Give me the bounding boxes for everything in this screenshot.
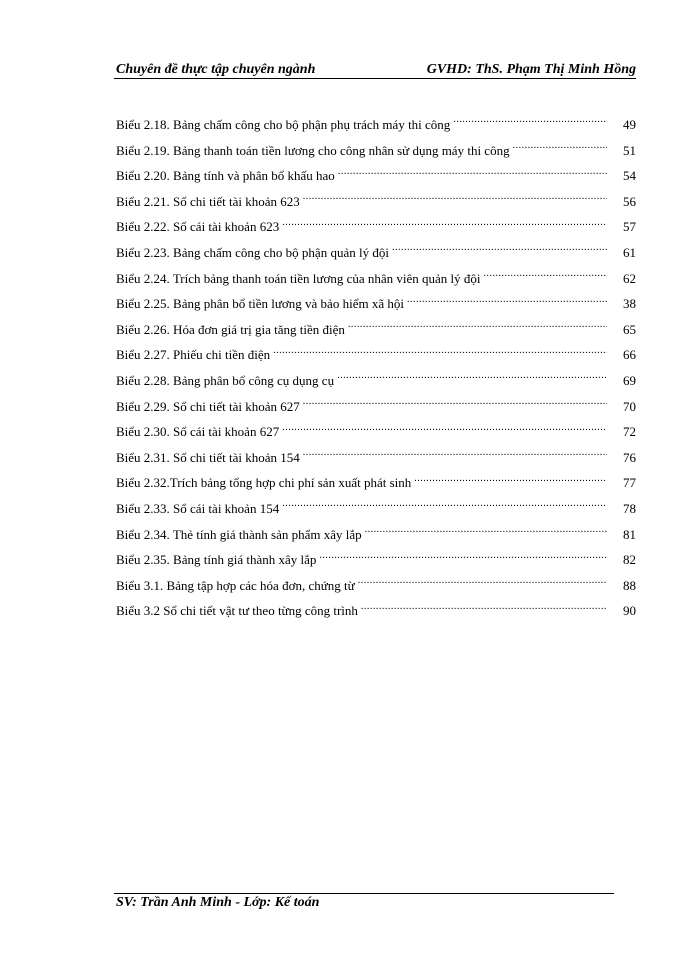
toc-entry[interactable] (116, 112, 636, 138)
toc-entry[interactable] (116, 470, 636, 496)
toc-leader-dots (273, 345, 607, 359)
toc-entry-label: Biểu 2.21. Sổ chi tiết tài khoản 623 (116, 193, 300, 209)
toc-leader-dots (365, 525, 607, 539)
toc-leader-dots (484, 269, 607, 283)
toc-leader-dots (414, 473, 607, 487)
toc-leader-dots (407, 294, 607, 308)
toc-entry[interactable] (116, 266, 636, 292)
toc-entry-label: Biểu 3.1. Bảng tập hợp các hóa đơn, chứng từ (116, 577, 355, 593)
toc-entry[interactable] (116, 214, 636, 240)
toc-leader-dots (337, 371, 607, 385)
toc-entry[interactable] (116, 189, 636, 215)
toc-entry-label: Biểu 2.20. Bảng tính và phân bổ khấu hao (116, 168, 335, 184)
toc-leader-dots (303, 192, 607, 206)
page-footer: SV: Trần Anh Minh - Lớp: Kế toán (116, 895, 320, 910)
toc-entry-page: 62 (623, 270, 636, 286)
toc-entry-page: 78 (623, 500, 636, 516)
toc-entry-label: Biểu 2.25. Bảng phân bổ tiền lương và bảo hiểm xã hội (116, 296, 404, 312)
toc-entry-label: Biểu 2.31. Sổ chi tiết tài khoản 154 (116, 449, 300, 465)
toc-entry-page: 61 (623, 244, 636, 260)
toc-entry[interactable] (116, 163, 636, 189)
toc-leader-dots (282, 499, 607, 513)
toc-entry-label: Biểu 2.26. Hóa đơn giá trị gia tăng tiền điện (116, 321, 345, 337)
toc-leader-dots (348, 320, 607, 334)
toc-entry[interactable] (116, 496, 636, 522)
toc-leader-dots (319, 550, 607, 564)
toc-entry-page: 57 (623, 219, 636, 235)
toc-leader-dots (338, 166, 607, 180)
toc-entry-label: Biểu 2.33. Sổ cái tài khoản 154 (116, 500, 280, 516)
toc-entry-label: Biểu 2.19. Bảng thanh toán tiền lương cho công nhân sử dụng máy thi công (116, 142, 510, 158)
toc-entry-label: Biểu 2.35. Bảng tính giá thành xây lắp (116, 552, 317, 568)
toc-entry[interactable] (116, 291, 636, 317)
toc-leader-dots (392, 243, 607, 257)
toc-entry-page: 72 (623, 424, 636, 440)
toc-entry[interactable] (116, 522, 636, 548)
toc-entry-label: Biểu 2.27. Phiếu chi tiền điện (116, 347, 271, 363)
toc-leader-dots (453, 115, 607, 129)
toc-entry-label: Biểu 3.2 Sổ chi tiết vật tư theo từng công trình (116, 603, 358, 619)
toc-entry-page: 38 (623, 296, 636, 312)
toc-entry-page: 56 (623, 193, 636, 209)
toc-entry-label: Biểu 2.34. Thẻ tính giá thành sản phẩm xây lắp (116, 526, 362, 542)
toc-entry[interactable] (116, 317, 636, 343)
toc-entry-page: 66 (623, 347, 636, 363)
toc-leader-dots (282, 217, 607, 231)
toc-entry-page: 70 (623, 398, 636, 414)
toc-entry-label: Biểu 2.24. Trích bảng thanh toán tiền lương của nhân viên quản lý đội (116, 270, 481, 286)
toc-entry-page: 82 (623, 552, 636, 568)
toc-entry[interactable] (116, 368, 636, 394)
toc-entry[interactable] (116, 573, 636, 599)
toc-entry[interactable] (116, 342, 636, 368)
toc-leader-dots (303, 397, 607, 411)
footer-divider (114, 893, 614, 894)
toc-entry-page: 90 (623, 603, 636, 619)
page-header (116, 58, 636, 78)
toc-entry[interactable] (116, 598, 636, 624)
toc-entry-label: Biểu 2.18. Bảng chấm công cho bộ phận phụ trách máy thi công (116, 117, 451, 132)
toc-entry-label: Biểu 2.30. Sổ cái tài khoản 627 (116, 424, 280, 440)
toc-entry[interactable] (116, 240, 636, 266)
toc-entry-page: 69 (623, 372, 636, 388)
header-title: Chuyên đề thực tập chuyên ngành (116, 62, 316, 77)
toc-entry[interactable] (116, 547, 636, 573)
toc-entry-label: Biểu 2.29. Sổ chi tiết tài khoản 627 (116, 398, 300, 414)
toc-entry-page: 81 (623, 526, 636, 542)
toc-leader-dots (361, 601, 607, 615)
toc-entry-label: Biểu 2.28. Bảng phân bổ công cụ dụng cụ (116, 372, 335, 388)
toc-entry[interactable] (116, 419, 636, 445)
toc-entry-page: 49 (623, 117, 636, 132)
toc-entry-page: 76 (623, 449, 636, 465)
toc-entry-page: 51 (623, 142, 636, 158)
toc-leader-dots (282, 422, 607, 436)
toc-leader-dots (358, 576, 607, 590)
toc-entry[interactable] (116, 445, 636, 471)
toc-entry-label: Biểu 2.32.Trích bảng tổng hợp chi phí sản xuất phát sinh (116, 475, 412, 491)
toc-entry-label: Biểu 2.23. Bảng chấm công cho bộ phận quản lý đội (116, 244, 389, 260)
toc-entry-page: 65 (623, 321, 636, 337)
header-divider (114, 78, 636, 79)
toc-entry-label: Biểu 2.22. Sổ cái tài khoản 623 (116, 219, 280, 235)
header-supervisor: GVHD: ThS. Phạm Thị Minh Hồng (426, 62, 636, 77)
table-of-figures (116, 112, 636, 624)
toc-entry-page: 77 (623, 475, 636, 491)
toc-leader-dots (303, 448, 607, 462)
toc-entry[interactable] (116, 138, 636, 164)
toc-entry-page: 54 (623, 168, 636, 184)
toc-leader-dots (513, 141, 607, 155)
toc-entry[interactable] (116, 394, 636, 420)
toc-entry-page: 88 (623, 577, 636, 593)
